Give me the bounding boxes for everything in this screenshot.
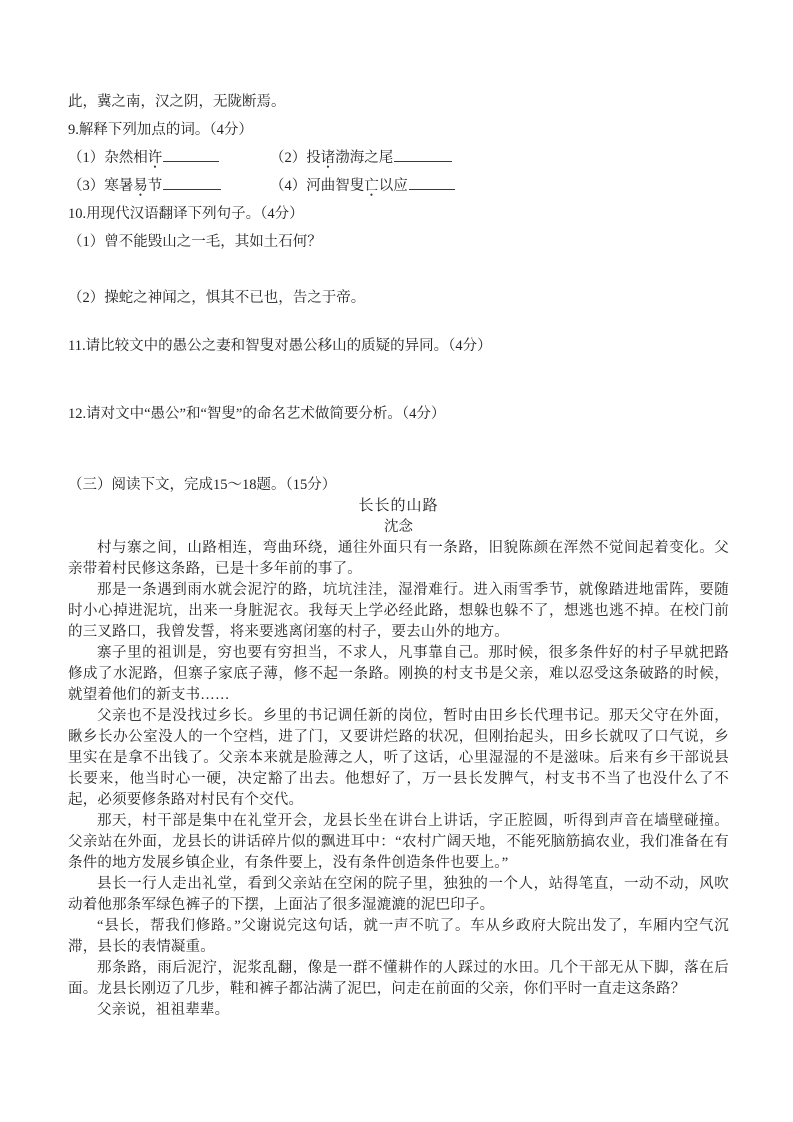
essay-paragraph: 父亲说，祖祖辈辈。 — [97, 1002, 230, 1018]
q9-item-1-text: （1）杂然相 — [68, 150, 148, 166]
passage-ending-line: 此，冀之南，汉之阴，无陇断焉。 — [68, 94, 286, 110]
essay-paragraph: 那是一条遇到雨水就会泥泞的路，坑坑洼洼，湿滑难行。进入雨雪季节，就像踏进地雷阵，要随时小心掉进泥坑，出来一身脏泥衣。我每天上学必经此路，想躲也躲不了，想逃也逃不掉。在校门前的三叉路口，我曾发誓，将来要逃离闭塞的村子，要去山外的地方。 — [68, 582, 729, 640]
q9-item-3-dotted-char: 易 — [133, 178, 148, 194]
question-9-row-1 — [68, 144, 729, 172]
question-11: 11.请比较文中的愚公之妻和智叟对愚公移山的质疑的异同。（4分） — [68, 338, 492, 354]
q10-item-1: （1）曾不能毁山之一毛，其如土石何？ — [68, 234, 322, 250]
q9-item-2 — [270, 144, 729, 172]
essay-paragraph: 那天，村干部是集中在礼堂开会，龙县长坐在讲台上讲话，字正腔圆，听得到声音在墙壁碰撞。父亲站在外面，龙县长的讲话碎片似的飘进耳中：“农村广阔天地，不能死脑筋搞农业，我们准备在有条件的地方发展乡镇企业，有条件要上，没有条件创造条件也要上。” — [68, 813, 729, 871]
section-3-heading: （三）阅读下文，完成15～18题。（15分） — [68, 477, 337, 493]
q9-item-2-text: （2）投 — [270, 150, 321, 166]
q9-item-3-post: 节 — [147, 178, 163, 194]
q9-item-1 — [68, 144, 270, 172]
answer-blank — [394, 149, 452, 162]
answer-blank — [163, 149, 219, 162]
q9-item-4-post: 以应 — [378, 178, 408, 194]
essay-paragraph: 父亲也不是没找过乡长。乡里的书记调任新的岗位，暂时由田乡长代理书记。那天父守在外面，瞅乡长办公室没人的一个空档，进了门，又要讲烂路的状况，但刚抬起头，田乡长就叹了口气说，乡里实在是拿不出钱了。父亲本来就是脸薄之人，听了这话，心里湿湿的不是滋味。后来有乡干部说县长要来，他当时心一硬，决定豁了出去。他想好了，万一县长发脾气，村支书不当了也没什么了不起，必须要修条路对村民有个交代。 — [68, 708, 729, 808]
q10-item-2: （2）操蛇之神闻之，惧其不已也，告之于帝。 — [68, 290, 366, 306]
q9-item-2-dotted-char: 诸 — [320, 150, 336, 166]
essay-paragraph: 那条路，雨后泥泞，泥浆乱翻，像是一群不懂耕作的人踩过的水田。几个干部无从下脚，落在后面。龙县长刚迈了几步，鞋和裤子都沾满了泥巴，问走在前面的父亲，你们平时一直走这条路？ — [68, 960, 729, 997]
q9-item-3-text: （3）寒暑 — [68, 178, 134, 194]
q9-item-4-text: （4）河曲智叟 — [270, 178, 365, 194]
q9-item-1-dotted-char: 许 — [147, 150, 163, 166]
q9-item-4 — [270, 172, 729, 200]
essay-paragraph: 寨子里的祖训是，穷也要有穷担当，不求人，凡事靠自己。那时候，很多条件好的村子早就把路修成了水泥路，但寨子家底子薄，修不起一条路。刚换的村支书是父亲，难以忍受这条破路的时候，就望着他们的新支书…… — [68, 645, 729, 703]
essay-paragraph: 县长一行人走出礼堂，看到父亲站在空闲的院子里，独独的一个人，站得笔直，一动不动，风吹动着他那条军绿色裤子的下摆，上面沾了很多湿漉漉的泥巴印子。 — [68, 876, 729, 913]
q9-item-2-post: 渤海之尾 — [335, 150, 394, 166]
essay-body — [68, 538, 729, 1021]
essay-paragraph: 村与寨之间，山路相连，弯曲环绕，通往外面只有一条路，旧貌陈颜在浑然不觉间起着变化。父亲带着村民修这条路，已是十多年前的事了。 — [68, 540, 729, 577]
question-10-title: 10.用现代汉语翻译下列句子。（4分） — [68, 206, 304, 222]
question-12: 12.请对文中“愚公”和“智叟”的命名艺术做简要分析。（4分） — [68, 406, 446, 422]
essay-title: 长长的山路 — [358, 498, 439, 514]
q9-item-3 — [68, 172, 270, 200]
q9-item-4-dotted-char: 亡 — [364, 178, 379, 194]
question-9-title: 9.解释下列加点的词。（4分） — [68, 122, 253, 138]
answer-blank — [409, 177, 455, 190]
essay-author: 沈念 — [384, 519, 413, 535]
answer-blank — [163, 177, 221, 190]
essay-paragraph: “县长，帮我们修路。”父谢说完这句话，就一声不吭了。车从乡政府大院出发了，车厢内空气沉滞，县长的表情凝重。 — [68, 918, 729, 955]
question-9-row-2 — [68, 172, 729, 200]
